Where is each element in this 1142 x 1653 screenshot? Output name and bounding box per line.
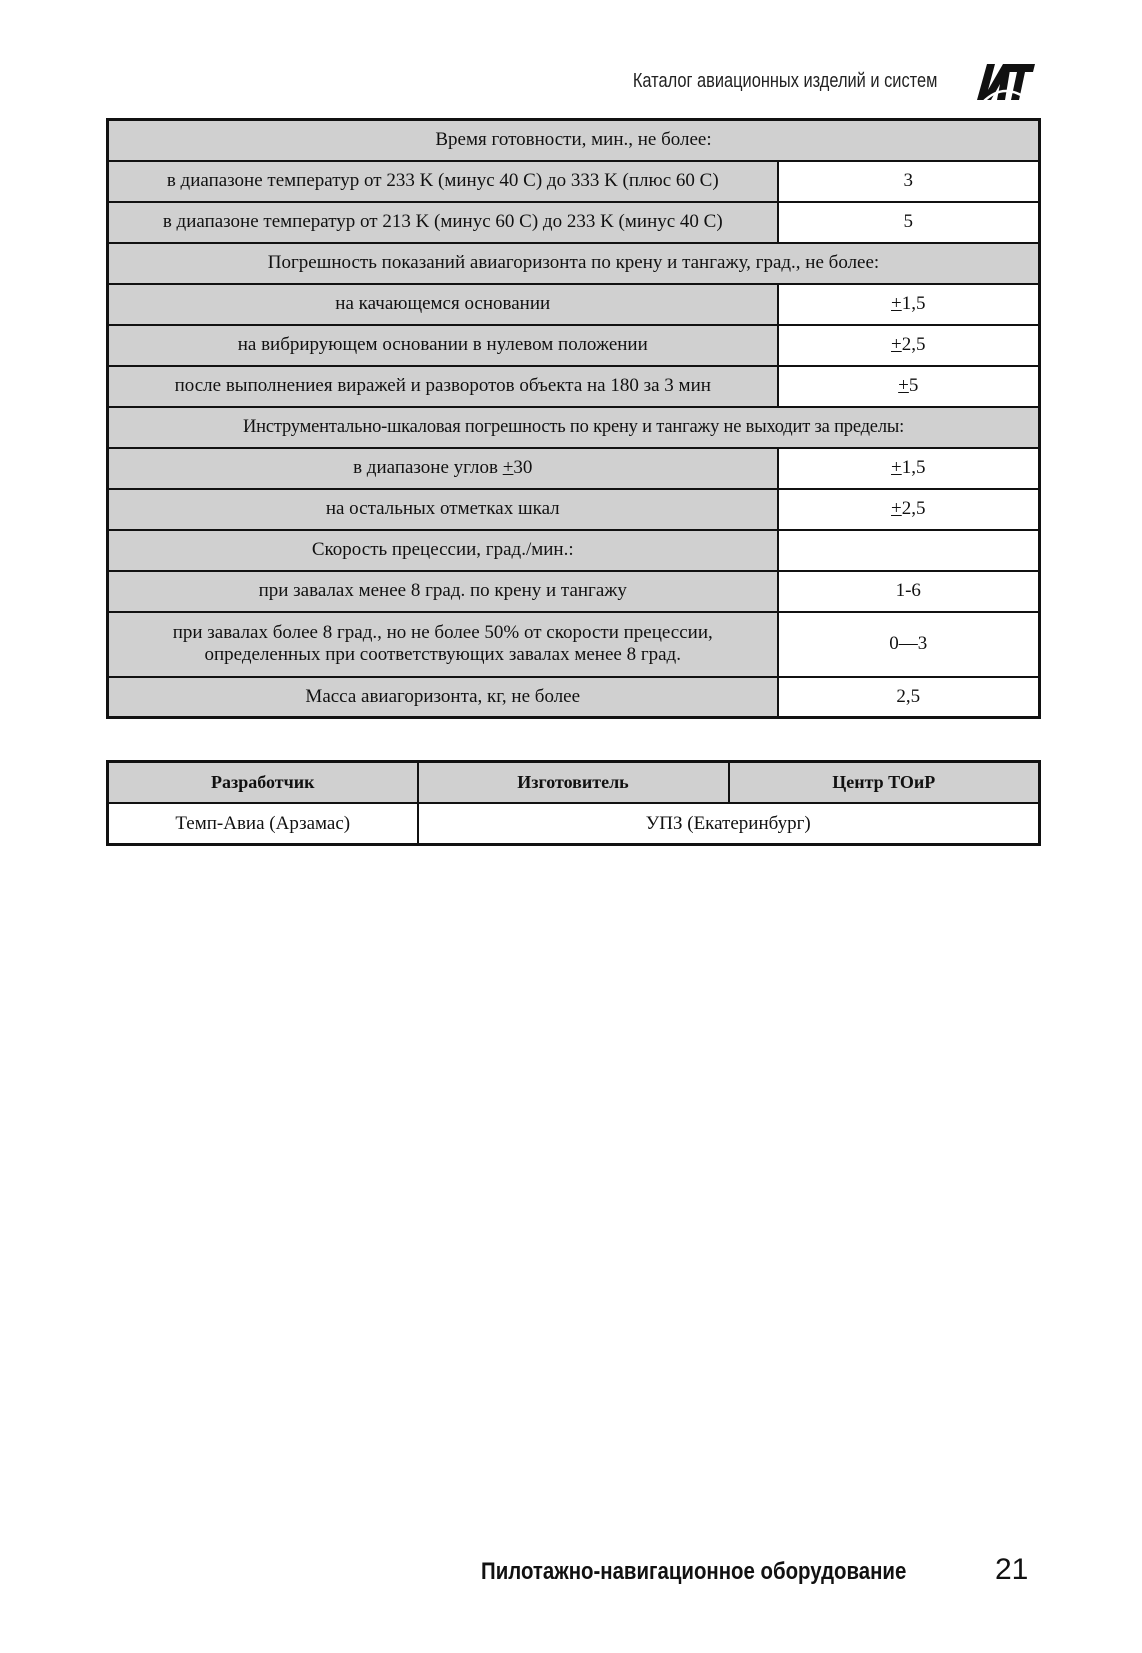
readiness-title: Время готовности, мин., не более: <box>108 120 1040 161</box>
table-row <box>108 677 1040 718</box>
table-row <box>108 161 1040 202</box>
row-value <box>778 366 1040 407</box>
row-label: при завалах менее 8 град. по крену и тангажу <box>108 571 778 612</box>
row-value: 3 <box>778 161 1040 202</box>
spec-table <box>106 118 1041 719</box>
value-number: 1,5 <box>901 457 926 478</box>
catalog-title: Каталог авиационных изделий и систем <box>632 70 937 92</box>
plus-minus-sign: + <box>502 457 514 478</box>
value-number: 2,5 <box>901 498 926 519</box>
table-row <box>108 284 1040 325</box>
row-value: 5 <box>778 202 1040 243</box>
label-line: определенных при соответствующих завалах менее 8 град. <box>204 644 681 665</box>
row-label: в диапазоне температур от 233 K (минус 40 С) до 333 K (плюс 60 С) <box>108 161 778 202</box>
row-label: на остальных отметках шкал <box>108 489 778 530</box>
table-header-row <box>108 762 1040 804</box>
row-value: 0—3 <box>778 612 1040 677</box>
row-value-empty <box>778 530 1040 571</box>
row-label: на вибрирующем основании в нулевом положении <box>108 325 778 366</box>
plus-minus-sign: + <box>891 457 902 478</box>
label-number: 30 <box>513 457 533 478</box>
table-row <box>108 202 1040 243</box>
manufacturer-cell: УПЗ (Екатеринбург) <box>418 803 1040 845</box>
value-number: 2,5 <box>901 334 926 355</box>
mass-label: Масса авиагоризонта, кг, не более <box>108 677 778 718</box>
row-label: в диапазоне температур от 213 K (минус 60 С) до 233 K (минус 40 С) <box>108 202 778 243</box>
developer-cell: Темп-Авиа (Арзамас) <box>108 803 418 845</box>
table-row <box>108 120 1040 161</box>
table-row <box>108 243 1040 284</box>
row-value <box>778 489 1040 530</box>
row-value: 1-6 <box>778 571 1040 612</box>
row-value <box>778 284 1040 325</box>
scale-title: Инструментально-шкаловая погрешность по крену и тангажу не выходит за пределы: <box>108 407 1040 448</box>
row-label <box>108 448 778 489</box>
publisher-logo-icon <box>975 60 1037 104</box>
table-row <box>108 448 1040 489</box>
table-row <box>108 530 1040 571</box>
row-label <box>108 612 778 677</box>
plus-minus-sign: + <box>891 334 902 355</box>
label-text: в диапазоне углов <box>353 457 503 478</box>
table-row <box>108 366 1040 407</box>
value-number: 1,5 <box>901 293 926 314</box>
section-title: Пилотажно-навигационное оборудование <box>480 1558 906 1585</box>
row-label: после выполнениея виражей и разворотов объекта на 180 за 3 мин <box>108 366 778 407</box>
plus-minus-sign: + <box>891 293 902 314</box>
value-number: 5 <box>908 375 919 396</box>
table-row <box>108 325 1040 366</box>
plus-minus-sign: + <box>898 375 909 396</box>
header-manufacturer: Изготовитель <box>418 762 729 804</box>
table-row <box>108 612 1040 677</box>
plus-minus-sign: + <box>891 498 902 519</box>
table-row <box>108 407 1040 448</box>
row-value <box>778 448 1040 489</box>
table-row <box>108 803 1040 845</box>
label-line: при завалах более 8 град., но не более 50% от скорости прецессии, <box>172 622 713 643</box>
precession-label: Скорость прецессии, град./мин.: <box>108 530 778 571</box>
page-number: 21 <box>995 1553 1029 1586</box>
header-service-center: Центр ТОиР <box>729 762 1040 804</box>
table-row <box>108 571 1040 612</box>
makers-table <box>106 760 1041 846</box>
header-developer: Разработчик <box>108 762 418 804</box>
row-label: на качающемся основании <box>108 284 778 325</box>
row-value <box>778 325 1040 366</box>
error-title: Погрешность показаний авиагоризонта по крену и тангажу, град., не более: <box>108 243 1040 284</box>
table-row <box>108 489 1040 530</box>
mass-value: 2,5 <box>778 677 1040 718</box>
